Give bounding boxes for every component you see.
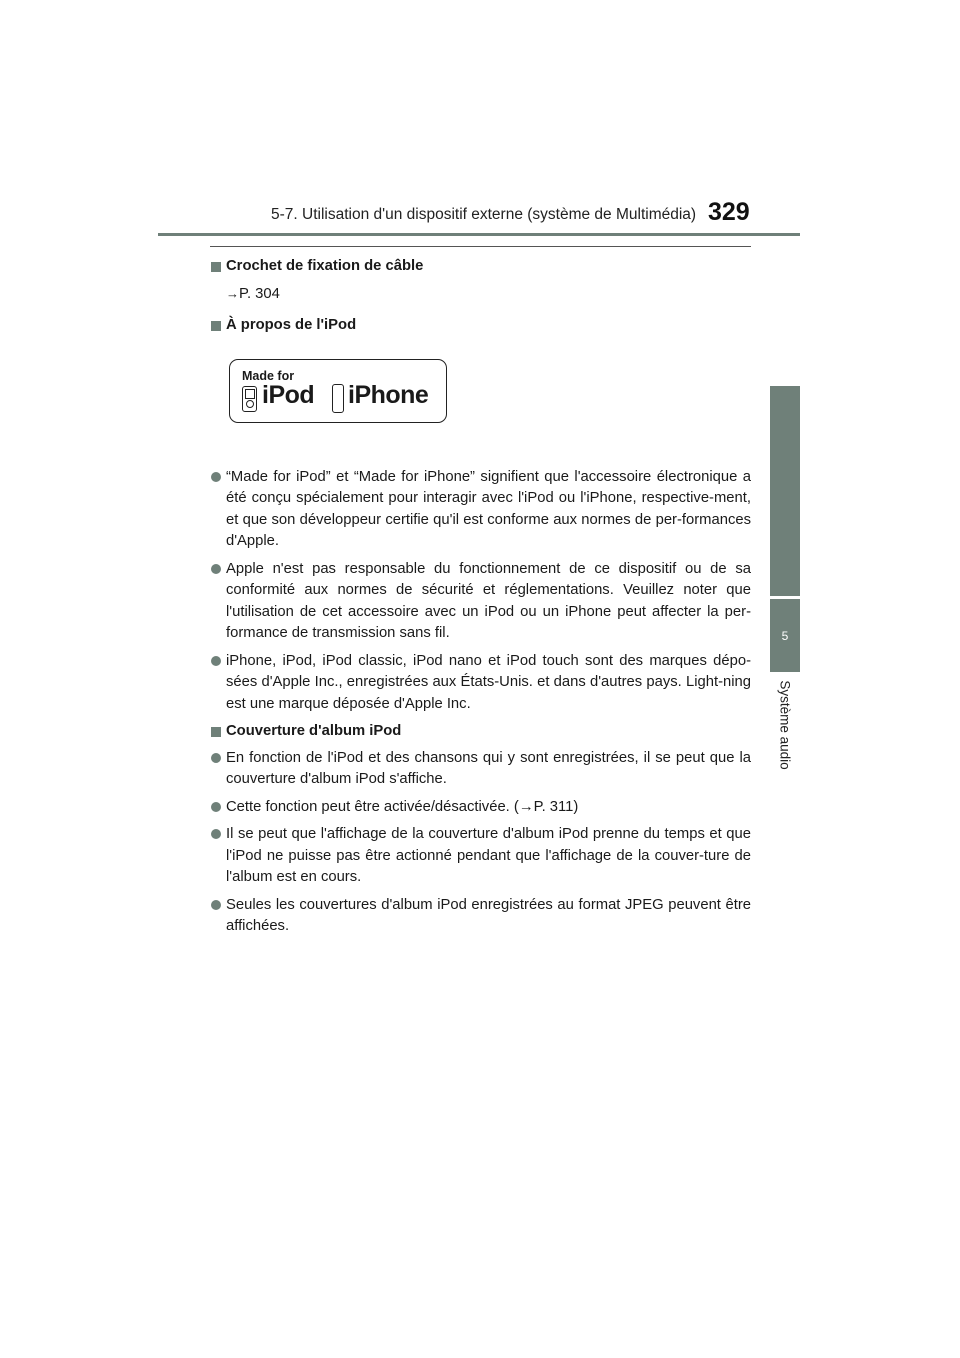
bullet-text: Il se peut que l'affichage de la couverture d'album iPod prenne du temps et que l'iPod ne puisse pas être actionné pendant que l'affichage de la couver-ture de l'album est en cours. (226, 826, 751, 885)
section-title: À propos de l'iPod (226, 317, 357, 333)
section-heading-album-cover (210, 721, 751, 743)
header-section-title: 5-7. Utilisation d'un dispositif externe (système de Multimédia) (271, 206, 697, 223)
ipod-label: iPod (262, 380, 315, 409)
square-bullet-icon (211, 262, 221, 272)
round-bullet-icon (211, 656, 221, 666)
section-title: Couverture d'album iPod (226, 723, 402, 739)
round-bullet-icon (211, 802, 221, 812)
bullet-text: En fonction de l'iPod et des chansons qui y sont enregistrées, il se peut que la couverture d'album iPod s'affiche. (226, 749, 751, 787)
page-reference-text: P. 304 (239, 285, 280, 302)
side-tab-bar (770, 386, 800, 596)
chapter-tab (770, 599, 800, 672)
header-divider (158, 233, 800, 236)
round-bullet-icon (211, 472, 221, 482)
iphone-icon (332, 384, 344, 413)
section-heading-about-ipod (210, 315, 751, 337)
bullet-item (210, 559, 751, 645)
bullet-item (210, 651, 751, 716)
ipod-icon (242, 386, 257, 412)
chapter-number: 5 (781, 628, 789, 643)
square-bullet-icon (211, 727, 221, 737)
page-reference[interactable] (210, 283, 751, 306)
bullet-text: Cette fonction peut être activée/désactivée. (→P. 311) (226, 798, 579, 815)
round-bullet-icon (211, 900, 221, 910)
page-number: 329 (708, 198, 750, 226)
bullet-text: Apple n'est pas responsable du fonctionnement de ce dispositif ou de sa conformité aux normes de sécurité et réglementations. Veuillez noter que l'utilisation de cet accessoire avec un iPod ou un iPhone peut affecter la per-formance de transmission sans fil. (226, 560, 751, 641)
section-heading-cable-hook (210, 256, 751, 278)
bullet-item (210, 797, 751, 819)
bullet-item (210, 895, 751, 938)
bullet-item (210, 467, 751, 553)
made-for-ipod-iphone-logo (229, 359, 447, 423)
chapter-title: Système audio (777, 680, 793, 770)
content-divider (210, 246, 751, 247)
round-bullet-icon (211, 829, 221, 839)
bullet-text: Seules les couvertures d'album iPod enregistrées au format JPEG peuvent être affichées. (226, 896, 751, 934)
bullet-text: iPhone, iPod, iPod classic, iPod nano et iPod touch sont des marques dépo-sées d'Apple Inc., enregistrées aux États-Unis. et dans d'autres pays. Light-ning est une marque déposée d'Apple Inc. (226, 652, 751, 712)
round-bullet-icon (211, 753, 221, 763)
page-content (210, 256, 751, 944)
bullet-text: “Made for iPod” et “Made for iPhone” signifient que l'accessoire électronique a été conçu spécialement pour interagir avec l'iPod ou l'iPhone, respective-ment, et que son développeur certifie qu'il est conforme aux normes de per-formances d'Apple. (226, 468, 751, 549)
section-title: Crochet de fixation de câble (226, 258, 424, 274)
arrow-right-icon: → (226, 285, 239, 301)
iphone-label: iPhone (348, 380, 429, 409)
bullet-item (210, 748, 751, 791)
made-for-text: Made for (242, 368, 295, 383)
square-bullet-icon (211, 321, 221, 331)
bullet-item (210, 824, 751, 889)
round-bullet-icon (211, 564, 221, 574)
